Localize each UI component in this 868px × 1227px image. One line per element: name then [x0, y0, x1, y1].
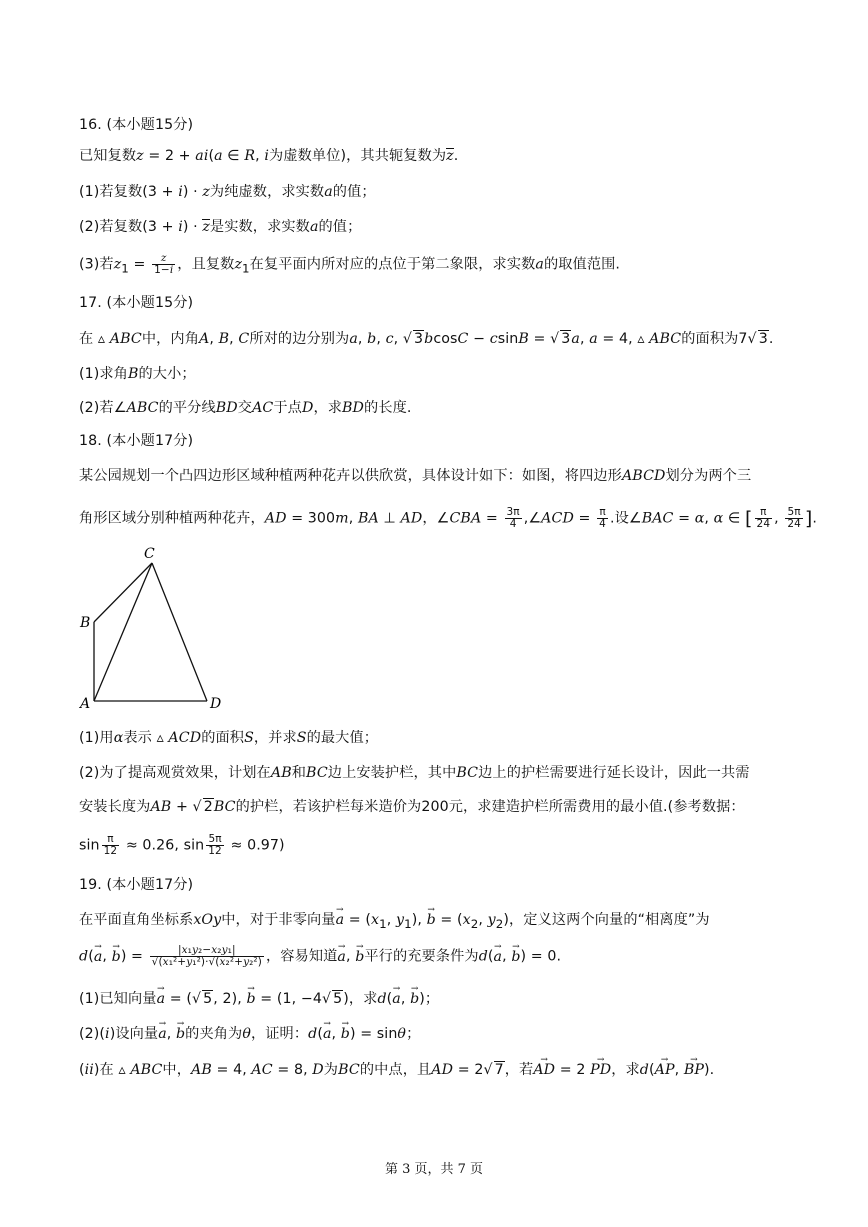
q16-intro: 已知复数z = 2 + ai(a ∈ R, i为虚数单位)，其共轭复数为z.	[79, 148, 459, 164]
q18-part1: (1)用α表示 ▵ ACD的面积S，并求S的最大值；	[79, 730, 379, 746]
q17-part1: (1)求角B的大小；	[79, 366, 196, 382]
segment-BC	[94, 563, 152, 622]
q17-heading: 17. (本小题15分)	[79, 295, 194, 311]
q18-intro-line1: 某公园规划一个凸四边形区域种植两种花卉以供欣赏，具体设计如下：如图，将四边形ABCD划分为两个三	[79, 468, 752, 484]
q18-part2-line2: 安装长度为AB + √ 2BC的护栏，若该护栏每米造价为200元，求建造护栏所需费用的最小值.(参考数据：	[79, 799, 745, 815]
q19-intro-line1: 在平面直角坐标系xOy中，对于非零向量→ $a = (x_1$, $y_1$), → $b = (x_2$, $y_2$)，定义这两个向量的“相离度”为	[79, 910, 710, 934]
q19-heading: 19. (本小题17分)	[79, 877, 194, 893]
q16-part2: (2)若复数(3 + i) · z是实数，求实数a的值；	[79, 219, 362, 235]
q16-part1: (1)若复数(3 + i) · z为纯虚数，求实数a的值；	[79, 184, 376, 200]
q18-heading: 18. (本小题17分)	[79, 433, 194, 449]
vertex-label-B: B	[80, 615, 91, 631]
q19-part2ii: (ii)在 ▵ ABC中，AB = 4, AC = 8, D为BC的中点，且AD = 2√ 7，若→ AD = 2 → PD，求d(→ AP, → BP).	[79, 1060, 714, 1080]
q17-part2: (2)若∠ABC的平分线BD交AC于点D，求BD的长度.	[79, 400, 412, 416]
q19-part2i: (2)(i)设向量→ a, → b的夹角为θ，证明：d(→ a, → b) = sinθ；	[79, 1024, 420, 1044]
q16-heading: 16. (本小题15分)	[79, 117, 194, 133]
q19-part1: (1)已知向量→ a = (√ 5, 2), → b = (1, −4√ 5)，求d(→ a, → b)；	[79, 989, 439, 1009]
q19-intro-line2: d(→ a, → b) = $\frac{\text{|x₁y₂−x₂y₁|}}{\text{√(x₁²+y₁²)·√(x₂²+y₂²)}}$ ，容易知道→ a, → b平行的充要条件为d(→ a, → b) = 0.	[79, 945, 561, 968]
page-footer: 第 3 页，共 7 页	[384, 1162, 484, 1177]
q17-intro: 在 ▵ ABC中，内角A, B, C所对的边分别为a, b, c, √ 3bcosC − csinB = √ 3a, a = 4, ▵ ABC的面积为7√ 3.	[79, 331, 774, 347]
q18-part2-line1: (2)为了提高观赏效果，计划在AB和BC边上安装护栏，其中BC边上的护栏需要进行延长设计，因此一共需	[79, 765, 750, 781]
quadrilateral-diagram	[74, 543, 234, 713]
q18-intro-line2: 角形区域分别种植两种花卉，AD = 300m, BA ⊥ AD，∠CBA = $\frac{3\pi}{4}$ ,∠ACD = $\frac{\pi}{4}$ .设∠BAC = α, α ∈ [ $\frac{\pi}{24}$ , $\frac{5\pi}{24}$ ].	[79, 506, 818, 530]
q16-part3: (3)若$z_1$ = $\frac{z}{1-i}$ ，且复数$z_1$在复平面内所对应的点位于第二象限，求实数a的取值范围.	[79, 252, 621, 276]
q18-part2-line3: sin $\frac{\pi}{12}$ ≈ 0.26, sin $\frac{5\pi}{12}$ ≈ 0.97)	[79, 833, 285, 857]
vertex-label-C: C	[144, 546, 155, 562]
vertex-label-D: D	[210, 696, 222, 712]
segment-AC	[94, 563, 152, 701]
vertex-label-A: A	[80, 696, 91, 712]
segment-CD	[152, 563, 207, 701]
